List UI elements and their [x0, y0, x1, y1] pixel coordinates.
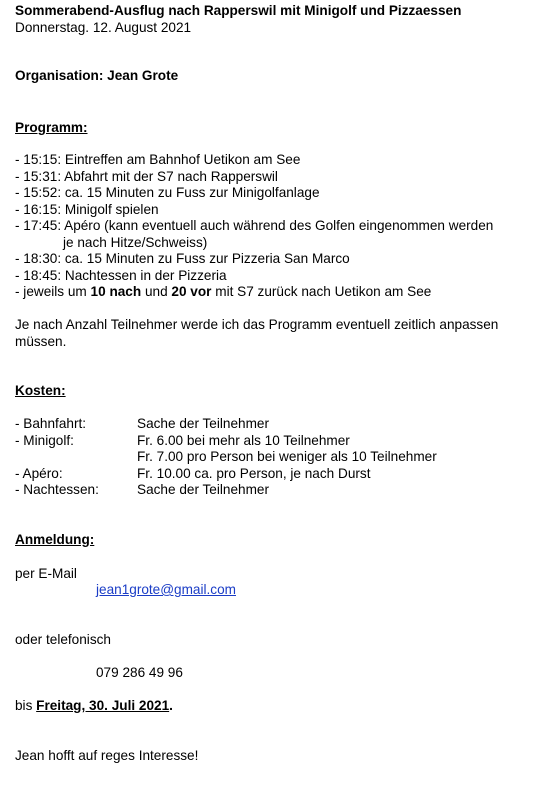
phone-number: 079 286 49 96	[96, 665, 183, 680]
programm-heading: Programm:	[15, 120, 88, 135]
programm-note: Je nach Anzahl Teilnehmer werde ich das Programm eventuell zeitlich anpassen	[15, 317, 499, 332]
cost-label: - Minigolf:	[15, 433, 74, 448]
cost-value: Fr. 10.00 ca. pro Person, je nach Durst	[137, 466, 371, 481]
list-item: - 16:15: Minigolf spielen	[15, 202, 159, 217]
cost-label: - Bahnfahrt:	[15, 416, 87, 431]
list-item: - 15:52: ca. 15 Minuten zu Fuss zur Minigolfanlage	[15, 185, 320, 200]
cost-value: Sache der Teilnehmer	[137, 482, 269, 497]
deadline-date: Freitag, 30. Juli 2021	[36, 698, 170, 713]
cost-label: - Nachtessen:	[15, 482, 99, 497]
cost-value: Sache der Teilnehmer	[137, 416, 269, 431]
organisation-line: Organisation: Jean Grote	[15, 68, 179, 83]
cost-value: Fr. 7.00 pro Person bei weniger als 10 Teilnehmer	[137, 449, 437, 464]
closing-line: Jean hofft auf reges Interesse!	[15, 748, 199, 763]
document-title: Sommerabend-Ausflug nach Rapperswil mit Minigolf und Pizzaessen	[15, 3, 462, 18]
return-time-before: 20 vor	[171, 284, 212, 299]
list-item: - 15:15: Eintreffen am Bahnhof Uetikon am See	[15, 152, 301, 167]
event-date: Donnerstag. 12. August 2021	[15, 20, 192, 35]
deadline-line: bis Freitag, 30. Juli 2021.	[15, 698, 173, 713]
return-time-after: 10 nach	[90, 284, 142, 299]
list-item: - 18:30: ca. 15 Minuten zu Fuss zur Pizzeria San Marco	[15, 251, 350, 266]
cost-value: Fr. 6.00 bei mehr als 10 Teilnehmer	[137, 433, 350, 448]
cost-label: - Apéro:	[15, 466, 63, 481]
email-link[interactable]: jean1grote@gmail.com	[96, 582, 236, 597]
list-item: - 17:45: Apéro (kann eventuell auch während des Golfen eingenommen werden	[15, 218, 494, 233]
anmeldung-heading: Anmeldung:	[15, 532, 95, 547]
kosten-heading: Kosten:	[15, 383, 66, 398]
list-item-continuation: je nach Hitze/Schweiss)	[63, 235, 208, 250]
list-item: - 18:45: Nachtessen in der Pizzeria	[15, 268, 227, 283]
email-label: per E-Mail	[15, 566, 77, 581]
programm-note-cont: müssen.	[15, 334, 67, 349]
phone-label: oder telefonisch	[15, 632, 111, 647]
list-item: - 15:31: Abfahrt mit der S7 nach Rapperswil	[15, 169, 278, 184]
list-item-return-times: - jeweils um 10 nach und 20 vor mit S7 zurück nach Uetikon am See	[15, 284, 432, 299]
